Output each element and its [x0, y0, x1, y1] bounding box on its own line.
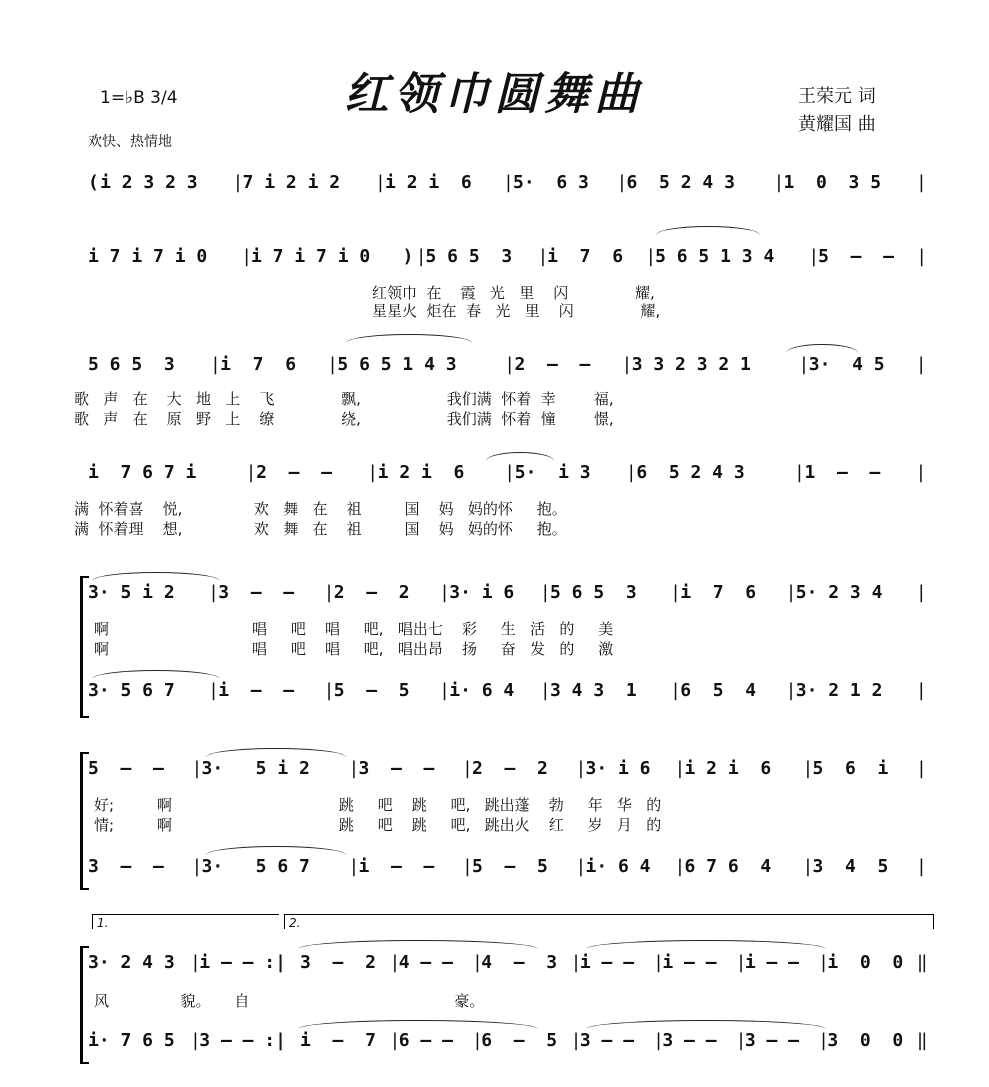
barline: | [645, 246, 657, 267]
barline: | [348, 856, 360, 877]
barline: | [539, 582, 551, 603]
parenthesis: ) [402, 246, 414, 267]
volta-first-ending [92, 914, 279, 929]
barline: | [674, 856, 686, 877]
barline: | [915, 758, 927, 779]
note-group: i — — [662, 952, 717, 973]
note-group: 3· 2 4 3 [88, 952, 175, 973]
note-group: 5 6 i [812, 758, 889, 779]
slur [298, 1020, 538, 1029]
slur [92, 572, 220, 581]
note-group: 5 6 5 1 3 4 [655, 246, 775, 267]
slur [586, 940, 826, 949]
note-group: 2 — 2 [333, 582, 410, 603]
lyric-line: 红领巾 在 霞 光 里 闪 耀, [372, 284, 655, 302]
notation-row [0, 1030, 989, 1058]
barline: | [793, 462, 805, 483]
barline: | [653, 1030, 664, 1051]
note-group: 6 5 2 4 3 [626, 172, 735, 193]
barline: | [190, 1030, 201, 1051]
note-group: i 7 i 7 i 0 [88, 246, 208, 267]
lyric-line: 啊 唱 吧 唱 吧, 唱出昂 扬 奋 发 的 激 [94, 640, 614, 658]
notation-row [0, 462, 989, 490]
barline: | [323, 680, 335, 701]
barline: | [471, 1030, 483, 1051]
barline: | [471, 952, 483, 973]
barline: | [190, 952, 201, 973]
note-group: 3· i 6 [585, 758, 651, 779]
note-group: 7 i 2 i 2 [242, 172, 341, 193]
slur [586, 1020, 826, 1029]
notation-row [0, 172, 989, 200]
barline: | [245, 462, 257, 483]
note-group: 3 — — [88, 856, 164, 877]
note-group: 5 6 5 3 [88, 354, 175, 375]
barline: | [209, 354, 221, 375]
barline: | [735, 1030, 747, 1051]
barline: | [504, 462, 516, 483]
barline: ‖ [916, 952, 928, 973]
barline: | [570, 1030, 582, 1051]
note-group: 6 — — [398, 1030, 453, 1051]
note-group: 3· 5 6 7 [201, 856, 310, 877]
note-group: 3· 5 i 2 [201, 758, 310, 779]
note-group: 2 — — [514, 354, 591, 375]
barline: | [504, 354, 516, 375]
note-group: 1 0 3 5 [783, 172, 882, 193]
barline: | [461, 856, 473, 877]
note-group: 3· 2 1 2 [795, 680, 883, 701]
barline: | [503, 172, 514, 193]
song-title: 红领巾圆舞曲 [344, 69, 645, 120]
barline: | [537, 246, 549, 267]
note-group: 3· 5 i 2 [88, 582, 175, 603]
barline: | [674, 758, 686, 779]
barline: | [415, 246, 427, 267]
note-group: 5 — — [88, 758, 164, 779]
barline: | [915, 354, 927, 375]
note-group: i — — [218, 680, 295, 701]
barline: | [625, 462, 637, 483]
lyric-line: 星星火 炬在 春 光 里 闪 耀, [372, 302, 661, 320]
composer-credit: 黄耀国 曲 [798, 114, 876, 135]
barline: | [323, 582, 335, 603]
barline: | [439, 680, 450, 701]
barline: | [915, 172, 927, 193]
lyric-line: 满 怀着理 想, 欢 舞 在 祖 国 妈 妈的怀 抱。 [74, 520, 567, 538]
note-group: 2 — 2 [471, 758, 548, 779]
barline: | [653, 952, 664, 973]
slur [786, 344, 858, 353]
note-group: 5· 2 3 4 [795, 582, 883, 603]
note-group: 3· i 6 [449, 582, 515, 603]
note-group: 6 — 5 [481, 1030, 558, 1051]
barline: | [241, 246, 253, 267]
note-group: 3 3 2 3 2 1 [631, 354, 751, 375]
note-group: i 2 i 6 [385, 172, 472, 193]
barline: | [575, 758, 587, 779]
barline: | [375, 172, 386, 193]
note-group: 5 — 5 [333, 680, 410, 701]
note-group: 5· i 3 [514, 462, 591, 483]
volta-second-ending [284, 914, 934, 929]
barline: | [798, 354, 810, 375]
barline: | [915, 856, 927, 877]
system-bracket [80, 752, 89, 890]
lyric-line: 满 怀着喜 悦, 欢 舞 在 祖 国 妈 妈的怀 抱。 [74, 500, 567, 518]
note-group: i 7 6 [220, 354, 297, 375]
note-group: 3· 5 6 7 [88, 680, 175, 701]
note-group: i 2 i 6 [377, 462, 465, 483]
barline: | [818, 1030, 829, 1051]
notation-row [0, 354, 989, 382]
barline: | [327, 354, 338, 375]
note-group: i — — :| [199, 952, 286, 973]
note-group: 1 — — [804, 462, 881, 483]
note-group: i· 6 4 [585, 856, 651, 877]
barline: | [916, 246, 928, 267]
slur [656, 226, 760, 235]
lyric-line: 好; 啊 跳 吧 跳 吧, 跳出蓬 勃 年 华 的 [94, 796, 662, 814]
note-group: i· 7 6 5 [88, 1030, 175, 1051]
note-group: i 7 6 7 i [88, 462, 197, 483]
barline: | [389, 952, 401, 973]
note-group: 3 — — [579, 1030, 635, 1051]
barline: | [389, 1030, 401, 1051]
barline: | [915, 582, 927, 603]
slur [298, 940, 538, 949]
barline: | [575, 856, 587, 877]
barline: | [785, 582, 797, 603]
note-group: 3 4 3 1 [550, 680, 637, 701]
barline: | [539, 680, 551, 701]
note-group: 3 — — [358, 758, 435, 779]
barline: | [616, 172, 628, 193]
note-group: 5 — 5 [471, 856, 548, 877]
system-bracket [80, 576, 89, 718]
lyric-line: 风 貌。 自 豪。 [94, 992, 485, 1010]
note-group: 5 6 5 3 [425, 246, 513, 267]
note-group: 5 6 5 1 4 3 [337, 354, 457, 375]
barline: | [802, 758, 814, 779]
note-group: i 7 i 7 i 0 [251, 246, 371, 267]
slur [206, 846, 346, 855]
notation-row [0, 680, 989, 708]
lyric-line: 歌 声 在 大 地 上 飞 飘, 我们满 怀着 幸 福, [74, 390, 614, 408]
note-group: 2 — — [256, 462, 332, 483]
note-group: 5 — — [818, 246, 894, 267]
barline: | [670, 680, 681, 701]
slur [486, 452, 554, 461]
key-signature: 1=♭B 3/4 [100, 88, 178, 108]
note-group: i — — [579, 952, 635, 973]
note-group: i 2 3 2 3 [100, 172, 198, 193]
note-group: 6 5 2 4 3 [636, 462, 745, 483]
system-bracket [80, 946, 89, 1064]
barline: | [461, 758, 473, 779]
barline: | [439, 582, 450, 603]
parenthesis: ( [88, 172, 99, 193]
barline: | [802, 856, 814, 877]
barline: | [773, 172, 785, 193]
barline: | [232, 172, 244, 193]
barline: | [348, 758, 360, 779]
barline: | [670, 582, 681, 603]
note-group: i· 6 4 [449, 680, 515, 701]
note-group: i 7 6 [680, 582, 757, 603]
note-group: 3 0 0 [827, 1030, 904, 1051]
notation-row [0, 952, 989, 980]
note-group: 6 5 4 [680, 680, 757, 701]
barline: | [915, 462, 927, 483]
note-group: 4 — 3 [481, 952, 558, 973]
slur [346, 334, 472, 343]
notation-row [0, 246, 989, 274]
lyricist-credit: 王荣元 词 [798, 86, 876, 107]
note-group: 3 — 2 [300, 952, 376, 973]
volta-second-label: 2. [289, 916, 301, 930]
barline: | [367, 462, 379, 483]
note-group: 3 — — :| [199, 1030, 286, 1051]
note-group: i — — [744, 952, 800, 973]
barline: | [785, 680, 797, 701]
barline: | [818, 952, 829, 973]
notation-row [0, 758, 989, 786]
barline: | [191, 856, 203, 877]
note-group: 3 — — [662, 1030, 717, 1051]
barline: | [621, 354, 633, 375]
tempo-marking: 欢快、热情地 [88, 134, 172, 150]
note-group: i 2 i 6 [684, 758, 772, 779]
note-group: 3 — — [744, 1030, 800, 1051]
barline: | [191, 758, 203, 779]
volta-first-label: 1. [97, 916, 109, 930]
slur [206, 748, 346, 757]
note-group: 5· 6 3 [513, 172, 589, 193]
barline: | [915, 680, 927, 701]
barline: | [208, 680, 219, 701]
barline: | [808, 246, 820, 267]
notation-row [0, 582, 989, 610]
lyric-line: 啊 唱 吧 唱 吧, 唱出七 彩 生 活 的 美 [94, 620, 614, 638]
note-group: i — — [358, 856, 435, 877]
slur [92, 670, 220, 679]
note-group: i — 7 [300, 1030, 376, 1051]
note-group: 3 4 5 [812, 856, 889, 877]
note-group: 4 — — [398, 952, 453, 973]
barline: | [208, 582, 219, 603]
barline: | [735, 952, 747, 973]
note-group: 5 6 5 3 [550, 582, 637, 603]
lyric-line: 歌 声 在 原 野 上 缭 绕, 我们满 怀着 憧 憬, [74, 410, 614, 428]
lyric-line: 情; 啊 跳 吧 跳 吧, 跳出火 红 岁 月 的 [94, 816, 662, 834]
note-group: i 7 6 [547, 246, 624, 267]
notation-row [0, 856, 989, 884]
note-group: 3· 4 5 [808, 354, 885, 375]
note-group: i 0 0 [827, 952, 904, 973]
barline: ‖ [916, 1030, 928, 1051]
note-group: 6 7 6 4 [684, 856, 772, 877]
barline: | [570, 952, 582, 973]
note-group: 3 — — [218, 582, 295, 603]
